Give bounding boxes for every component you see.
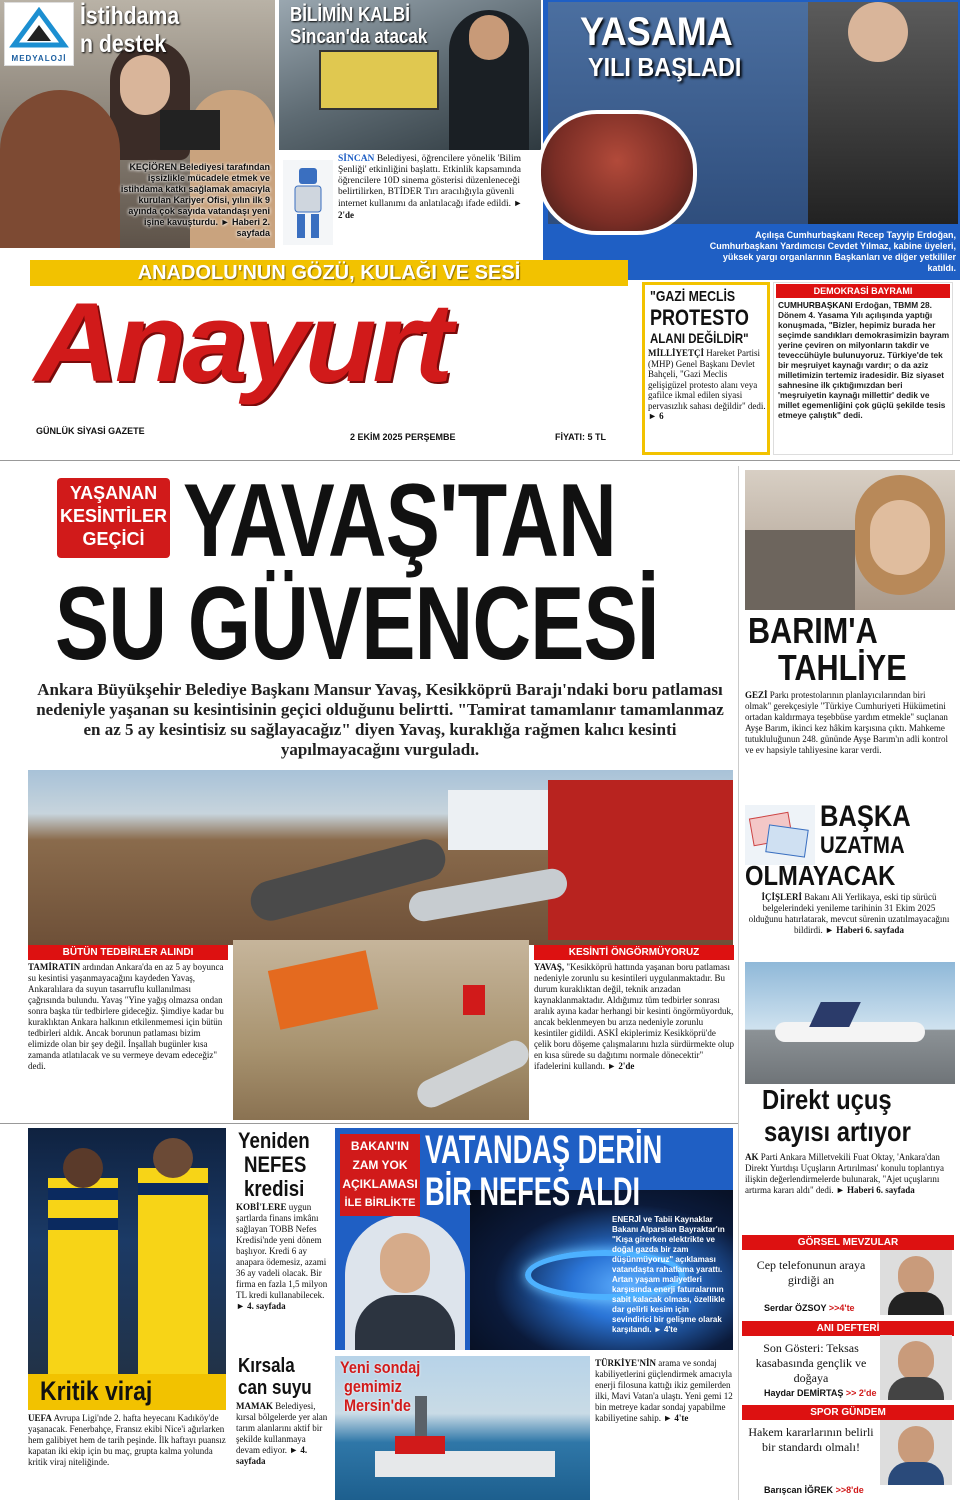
masthead-date: 2 EKİM 2025 PERŞEMBE bbox=[350, 432, 456, 442]
kesinti-tag: KESİNTİ ÖNGÖRMÜYORUZ bbox=[534, 945, 734, 960]
main-headline-1: YAVAŞ'TAN bbox=[183, 463, 616, 579]
masthead-title: Anayurt bbox=[34, 280, 449, 405]
vatandas-kicker-3: AÇIKLAMASI bbox=[342, 1177, 418, 1191]
istihdama-headline-1: İstihdama bbox=[80, 2, 180, 30]
barim-text: GEZİ Parkı protestolarının planlayıcılarından biri olmak" gerekçesiyle "Türkiye Cumhuriyeti Hükümetini ortadan kaldırmaya teşebbüse yardım etmekle" suçlanan Ayşe Barım, ikinci kez hâkim karşısına çıktı. Mahkeme tutukluluğunun 248. gününde Ayşe Barım'ın adli kontrol ve ev hapsiyle tahliyesine karar verdi. bbox=[745, 690, 949, 755]
column-3-text: Hakem kararlarının belirli bir standardı olmalı! bbox=[748, 1425, 874, 1454]
column-3-avatar bbox=[880, 1420, 952, 1485]
yasama-headline-1: YASAMA bbox=[580, 10, 733, 54]
airport-photo bbox=[745, 962, 955, 1084]
barim-headline-2: TAHLİYE bbox=[778, 647, 907, 688]
vatandas-kicker-4: İLE BİRLİKTE bbox=[344, 1197, 416, 1209]
robot-image bbox=[283, 160, 333, 245]
barim-photo bbox=[745, 470, 955, 610]
minister-photo bbox=[345, 1215, 465, 1350]
yasama-headline-2: YILI BAŞLADI bbox=[588, 52, 742, 82]
column-1-author: Serdar ÖZSOY >>4'te bbox=[764, 1303, 855, 1313]
gazi-quote-3: ALANI DEĞİLDİR" bbox=[650, 330, 749, 346]
column-1-tag: GÖRSEL MEVZULAR bbox=[742, 1235, 954, 1250]
football-photo bbox=[28, 1128, 226, 1410]
sondaj-headline-3: Mersin'de bbox=[344, 1396, 411, 1415]
masthead-subtitle: GÜNLÜK SİYASİ GAZETE bbox=[36, 426, 145, 436]
vatandas-headline-1: VATANDAŞ DERİN bbox=[425, 1128, 663, 1172]
license-image bbox=[745, 805, 815, 865]
yasama-caption: Açılışa Cumhurbaşkanı Recep Tayyip Erdoğan, Cumhurbaşkanı Yardımcısı Cevdet Yılmaz, kabine üyeleri, yüksek yargı organlarının Başkanları ve diğer yetkililer katıldı. bbox=[709, 230, 956, 273]
nefes-text: KOBİ'LERE uygun şartlarda finans imkânı sağlayan TOBB Nefes Kredisi'nde yeni dönem başlıyor. Kredi 6 ay anapara ödemesiz, azami 36 ay vadeli olacak. Bir firma en fazla 1,5 milyon TL kredi kullanabilecek. ► 4. sayfada bbox=[236, 1202, 328, 1311]
kesinti-text: YAVAŞ, "Kesikköprü hattında yaşanan boru patlaması nedeniyle zorunlu su kesintileri uygulanmaktadır. Bu durum kuraklıktan değil, teknik arızadan kaynaklanmaktadır. Aldığımız tüm tedbirler sonrası aralık ayına kadar herhangi bir kesinti öngörmüyorduk, ancak beklenmeyen bu arıza nedeniyle zorunlu kesintiler gidildi. ASKİ ekiplerimiz Kesikköprü'de çelik boru döşeme çalışmalarını hızla sürdürmekte olup en kısa sürede su dağıtımı normale dönecektir" ifadelerini kullandı. ► 2'de bbox=[534, 962, 734, 1071]
meclis-photo bbox=[537, 110, 697, 235]
gazi-quote-1: "GAZİ MECLİS bbox=[650, 288, 736, 305]
gazi-quote-2: PROTESTO bbox=[650, 305, 749, 330]
vatandas-text: ENERJİ ve Tabii Kaynaklar Bakanı Alparslan Bayraktar'ın "Kışa girerken elektrikte ve doğal gazda bir zam düşünmüyoruz" açıklaması vatandaşta rahatlama yarattı. Artan yaşam maliyetleri karşısında enerji faturalarının sabit kalacak olması, özellikle dar gelirli kesim için sevindirici bir gelişme olarak karşılandı. ► 4'te bbox=[612, 1215, 725, 1334]
sondaj-headline-1: Yeni sondaj bbox=[340, 1358, 421, 1377]
uzatma-headline-2: UZATMA bbox=[820, 832, 905, 859]
bilim-headline-2: Sincan'da atacak bbox=[290, 26, 428, 48]
medyaloji-logo bbox=[4, 2, 74, 66]
bilim-headline-1: BİLİMİN KALBİ bbox=[290, 4, 410, 26]
logo-icon bbox=[9, 7, 69, 49]
istihdama-headline-2: n destek bbox=[80, 30, 167, 58]
istihdama-text: KEÇİÖREN Belediyesi tarafından işsizlikle mücadele etmek ve istihdama katkı sağlamak amacıyla kurulan Kariyer Ofisi, yılın ilk 9 ayında çok sayıda vatandaşı yeni işine kavuşturdu. ► Haberi 2. sayfada bbox=[120, 162, 270, 238]
ucus-text: AK Parti Ankara Milletvekili Fuat Oktay, 'Ankara'dan Direkt Yurtdışı Uçuşların Artırılması' konulu toplantıya ilişkin değerlendirmelerde bulunarak, "Ajet uçuşlarını artırma kararı aldı" dedi. ► Haberi 6. sayfada bbox=[745, 1152, 945, 1195]
main-kicker-1: YAŞANAN bbox=[69, 483, 158, 503]
vatandas-kicker-1: BAKAN'IN bbox=[350, 1139, 410, 1153]
kirsal-text: MAMAK Belediyesi, kırsal bölgelerde yer alan tarım alanlarını aktif bir şekilde kullanmaya devam ediyor. ► 4. sayfada bbox=[236, 1401, 328, 1466]
main-kicker-3: GEÇİCİ bbox=[82, 529, 145, 549]
gazi-text: MİLLİYETÇİ Hareket Partisi (MHP) Genel Başkanı Devlet Bahçeli, "Gazi Meclis gelişigüzel protesto alanı veya gafilce ikmal edilen siyasi pervasızlık sahası değildir" dedi. ► 6 bbox=[648, 348, 766, 421]
main-lead: Ankara Büyükşehir Belediye Başkanı Mansur Yavaş, Kesikköprü Barajı'ndaki boru patlaması nedeniyle yaşanan su kesintisinin geçici olduğunu belirtti. "Tamirat tamamlanır tamamlanmaz en az 5 ay kesintisiz su sağlayacağız" diyen Yavaş, kuraklığa rağmen kalıcı kesinti yapılmayacağını vurguladı. bbox=[36, 680, 724, 759]
vatandas-kicker bbox=[340, 1134, 420, 1216]
column-3-author: Barışcan İĞREK >>8'de bbox=[764, 1485, 864, 1495]
column-2-avatar bbox=[880, 1335, 952, 1400]
column-3-tag: SPOR GÜNDEM bbox=[742, 1405, 954, 1420]
demokrasi-text: CUMHURBAŞKANI Erdoğan, TBMM 28. Dönem 4. Yasama Yılı açılışında yaptığı konuşmada, "Bizler, hepimiz burada her seçimde sandıkları demokrasimizin bayram yerine çeviren on milyonların takdir ve teveccühüyle bulunuyoruz. Türkiye'de tek bir meşruiyet kaynağı vardır; o da aziz milletimizin tertemiz iradesidir. Biz siyaset sahnesine ilk çıktığımızdan beri 'meşruiyetin kaynağı millettir' dedik ve millet egemenliğini çok güçlü şekilde tesis etmeye çalıştık" dedi. bbox=[778, 300, 950, 420]
sondaj-headline-2: gemimiz bbox=[344, 1377, 402, 1396]
column-1-text: Cep telefonunun araya girdiği an bbox=[756, 1258, 866, 1287]
column-2-text: Son Gösteri: Teksas kasabasında gençlik ve doğaya bbox=[755, 1341, 867, 1385]
nefes-headline-1: Yeniden bbox=[238, 1128, 310, 1153]
column-2-tag: ANI DEFTERİ bbox=[742, 1321, 954, 1336]
kritik-text: UEFA Avrupa Ligi'nde 2. hafta heyecanı Kadıköy'de yaşanacak. Fenerbahçe, Fransız ekibi Nice'i ağırlarken hem galibiyet hem de tarih peşinde. İlk haftayı puansız kapatan iki ekip için bu maç, grupta kalma yolunda kritik viraj niteliğinde. bbox=[28, 1413, 226, 1467]
masthead-price: FİYATI: 5 TL bbox=[555, 432, 607, 442]
ucus-headline-1: Direkt uçuş bbox=[762, 1084, 892, 1115]
vatandas-kicker-2: ZAM YOK bbox=[352, 1158, 408, 1172]
logo-text: MEDYALOJİ bbox=[11, 54, 67, 63]
slogan: ANADOLU'NUN GÖZÜ, KULAĞI VE SESİ bbox=[137, 262, 521, 284]
column-2-author: Haydar DEMİRTAŞ >> 2'de bbox=[764, 1388, 877, 1398]
uzatma-text: İÇİŞLERİ Bakanı Ali Yerlikaya, eski tip sürücü belgelerindeki yenileme tarihinin 31 Ekim 2025 olduğunu hatırlatarak, mevcut sürenin uzatılmayacağını bildirdi. ► Haberi 6. sayfada bbox=[748, 892, 950, 935]
kirsal-headline-1: Kırsala bbox=[238, 1355, 295, 1377]
tedbir-tag: BÜTÜN TEDBİRLER ALINDI bbox=[28, 945, 228, 960]
robot-icon bbox=[283, 160, 333, 245]
barim-headline-1: BARIM'A bbox=[748, 610, 878, 651]
vatandas-headline-2: BİR NEFES ALDI bbox=[425, 1170, 641, 1214]
column-1-avatar bbox=[880, 1250, 952, 1315]
demokrasi-tag: DEMOKRASİ BAYRAMI bbox=[776, 284, 950, 298]
tedbir-text: TAMİRATIN ardından Ankara'da en az 5 ay boyunca su kesintisi yaşanmayacağını kaydeden Yavaş, Ankaralılara da suyun tasarruflu kullanılması çağrısında bulundu. Yavaş "Yine yağış olmazsa ondan sonra başka tür tedbirlere gideceğiz. Şimdiye kadar bu kuraklıktan Ankara halkının etkilenmemesi için bütün tedbirleri aldık. Ancak borunun patlaması bizim elimizde olan bir şey değil. İnşallah bugünler kısa zamanda atlatılacak ve su vermeye devam edeceğiz" dedi. bbox=[28, 962, 224, 1071]
uzatma-headline-3: OLMAYACAK bbox=[745, 860, 896, 891]
nefes-headline-2: NEFES bbox=[244, 1152, 307, 1177]
bilim-text: SİNCAN Belediyesi, öğrencilere yönelik 'Bilim Şenliği' etkinliğini başlattı. Etkinlik kapsamında öğrencilere 10D sinema gösterisi düzenleneceği belirtilirken, BTİDER Tırı aracılığıyla güvenli internet kullanımı da anlatılacağı ifade edildi. ► 2'de bbox=[338, 154, 523, 220]
excavator-photo bbox=[233, 940, 529, 1120]
main-headline-2: SU GÜVENCESİ bbox=[55, 566, 659, 682]
sondaj-text: TÜRKİYE'NİN arama ve sondaj kabiliyetlerini güçlendirmek amacıyla enerji filosuna kattığı ikiz gemilerden ilki, Mavi Vatan'a ulaştı. Yeni gemi 12 bin metreye kadar sondaj yapabilme kabiliyetine sahip. ► 4'te bbox=[595, 1358, 733, 1423]
main-kicker bbox=[57, 478, 170, 558]
ucus-headline-2: sayısı artıyor bbox=[764, 1116, 911, 1147]
kritik-headline: Kritik viraj bbox=[40, 1376, 153, 1406]
nefes-headline-3: kredisi bbox=[244, 1176, 305, 1201]
main-kicker-2: KESİNTİLER bbox=[59, 506, 167, 526]
kirsal-headline-2: can suyu bbox=[238, 1377, 312, 1399]
pipe-photo bbox=[28, 770, 733, 945]
uzatma-headline-1: BAŞKA bbox=[820, 800, 911, 833]
